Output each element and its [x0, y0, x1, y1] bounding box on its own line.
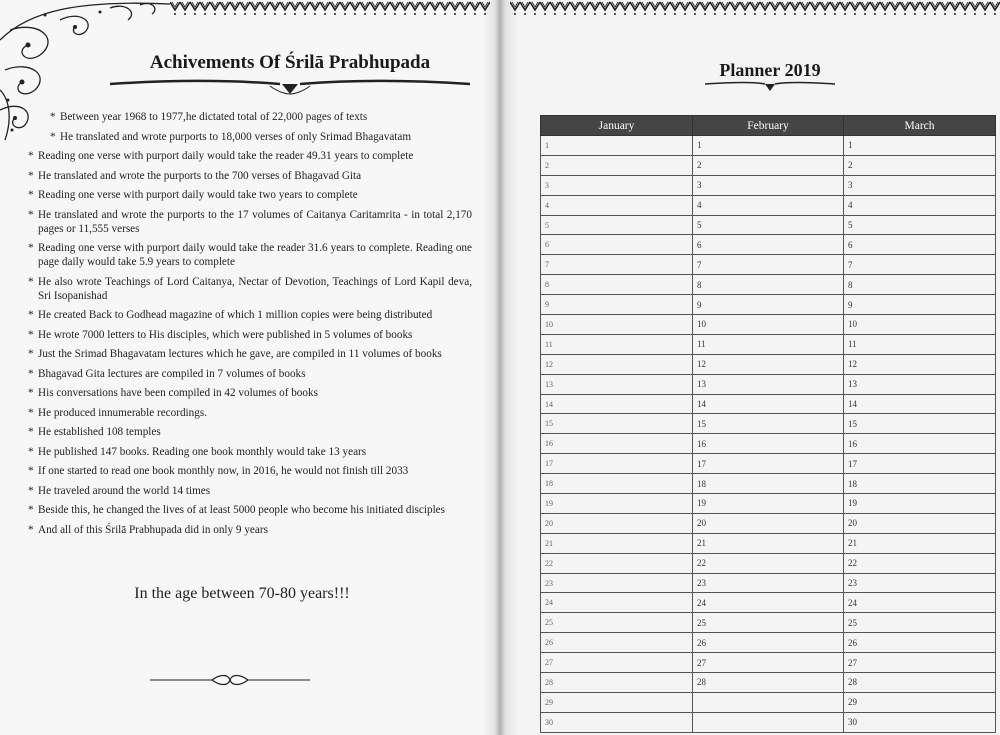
table-row — [541, 394, 996, 414]
title-divider-ornament — [110, 76, 470, 100]
list-item: * Just the Srimad Bhagavatam lectures which he gave, are compiled in 11 volumes of books — [28, 348, 442, 360]
list-item: * He translated and wrote the purports to the 17 volumes of Caitanya Caritamrita - in total 2,170 pages or 11,555 verses — [28, 208, 472, 235]
list-item: * And all of this Śrilā Prabhupada did in only 9 years — [28, 523, 268, 536]
planner-body — [541, 136, 996, 733]
table-row — [541, 494, 996, 514]
table-row — [541, 414, 996, 434]
table-row — [541, 553, 996, 573]
january-day-cell[interactable]: 15 — [541, 414, 693, 434]
table-row — [541, 295, 996, 315]
march-day-cell[interactable]: 25 — [844, 613, 996, 633]
list-item: * Beside this, he changed the lives of at least 5000 people who become his initiated disciples — [28, 504, 445, 516]
january-day-cell[interactable]: 5 — [541, 215, 693, 235]
march-day-cell[interactable]: 16 — [844, 434, 996, 454]
table-row — [541, 712, 996, 732]
planner-header-row — [541, 116, 996, 136]
january-day-cell[interactable]: 28 — [541, 673, 693, 693]
january-day-cell[interactable]: 18 — [541, 474, 693, 494]
february-day-cell[interactable]: 2 — [693, 155, 844, 175]
table-row — [541, 692, 996, 712]
january-day-cell[interactable]: 21 — [541, 533, 693, 553]
table-row — [541, 235, 996, 255]
march-day-cell[interactable]: 17 — [844, 454, 996, 474]
march-day-cell[interactable]: 21 — [844, 533, 996, 553]
list-item: * He created Back to Godhead magazine of which 1 million copies were being distributed — [28, 309, 433, 321]
column-header-february: February — [693, 116, 844, 136]
february-day-cell[interactable]: 4 — [693, 195, 844, 215]
february-day-cell[interactable]: 1 — [693, 136, 844, 156]
table-row — [541, 434, 996, 454]
january-day-cell[interactable]: 3 — [541, 175, 693, 195]
january-day-cell[interactable]: 6 — [541, 235, 693, 255]
list-item: * He published 147 books. Reading one book monthly would take 13 years — [28, 445, 367, 458]
list-item: * He translated and wrote the purports to the 700 verses of Bhagavad Gita — [28, 169, 362, 182]
table-row — [541, 593, 996, 613]
january-day-cell[interactable]: 24 — [541, 593, 693, 613]
february-day-cell[interactable]: 3 — [693, 175, 844, 195]
january-day-cell[interactable]: 13 — [541, 374, 693, 394]
february-day-cell[interactable]: 20 — [693, 513, 844, 533]
march-day-cell[interactable]: 28 — [844, 673, 996, 693]
left-top-border-ornament — [170, 0, 490, 18]
table-row — [541, 573, 996, 593]
table-row — [541, 513, 996, 533]
planner-title: Planner 2019 — [719, 60, 821, 80]
table-row — [541, 275, 996, 295]
table-row — [541, 195, 996, 215]
february-day-cell[interactable]: 7 — [693, 255, 844, 275]
table-row — [541, 175, 996, 195]
table-row — [541, 374, 996, 394]
january-day-cell[interactable]: 26 — [541, 633, 693, 653]
planner-title-ornament — [705, 80, 835, 94]
march-day-cell[interactable]: 14 — [844, 394, 996, 414]
march-day-cell[interactable]: 3 — [844, 175, 996, 195]
february-day-cell[interactable]: 13 — [693, 374, 844, 394]
january-day-cell[interactable]: 30 — [541, 712, 693, 732]
march-day-cell[interactable]: 9 — [844, 295, 996, 315]
february-day-cell[interactable]: 21 — [693, 533, 844, 553]
january-day-cell[interactable]: 16 — [541, 434, 693, 454]
march-day-cell[interactable]: 6 — [844, 235, 996, 255]
february-day-cell[interactable] — [693, 712, 844, 732]
march-day-cell[interactable]: 10 — [844, 315, 996, 335]
february-day-cell[interactable]: 9 — [693, 295, 844, 315]
march-day-cell[interactable]: 1 — [844, 136, 996, 156]
january-day-cell[interactable]: 17 — [541, 454, 693, 474]
march-day-cell[interactable]: 26 — [844, 633, 996, 653]
february-day-cell[interactable]: 6 — [693, 235, 844, 255]
march-day-cell[interactable]: 24 — [844, 593, 996, 613]
march-day-cell[interactable]: 12 — [844, 354, 996, 374]
february-day-cell[interactable]: 19 — [693, 494, 844, 514]
list-item: * Reading one verse with purport daily would take the reader 31.6 years to complete. Reading one page daily would take 5.9 years to complete — [28, 242, 472, 268]
january-day-cell[interactable]: 9 — [541, 295, 693, 315]
bottom-divider-ornament — [150, 672, 310, 688]
january-day-cell[interactable]: 7 — [541, 255, 693, 275]
list-item: * He traveled around the world 14 times — [28, 484, 211, 497]
january-day-cell[interactable]: 20 — [541, 513, 693, 533]
february-day-cell[interactable]: 11 — [693, 334, 844, 354]
february-day-cell[interactable]: 10 — [693, 315, 844, 335]
table-row — [541, 354, 996, 374]
march-day-cell[interactable]: 22 — [844, 553, 996, 573]
january-day-cell[interactable]: 10 — [541, 315, 693, 335]
list-item: * He also wrote Teachings of Lord Caitanya, Nectar of Devotion, Teachings of Lord Kapil deva, Sri Isopanishad — [28, 275, 472, 302]
table-row — [541, 653, 996, 673]
march-day-cell[interactable]: 4 — [844, 195, 996, 215]
march-day-cell[interactable]: 29 — [844, 692, 996, 712]
march-day-cell[interactable]: 19 — [844, 494, 996, 514]
table-row — [541, 155, 996, 175]
march-day-cell[interactable]: 8 — [844, 275, 996, 295]
january-day-cell[interactable]: 11 — [541, 334, 693, 354]
february-day-cell[interactable]: 23 — [693, 573, 844, 593]
february-day-cell[interactable]: 18 — [693, 474, 844, 494]
list-item: * His conversations have been compiled in 42 volumes of books — [28, 387, 318, 399]
march-day-cell[interactable]: 30 — [844, 712, 996, 732]
february-day-cell[interactable]: 28 — [693, 673, 844, 693]
february-day-cell[interactable]: 16 — [693, 434, 844, 454]
page-title: Achivements Of Śrilā Prabhupada — [149, 52, 431, 73]
table-row — [541, 136, 996, 156]
february-day-cell[interactable]: 5 — [693, 215, 844, 235]
february-day-cell[interactable]: 22 — [693, 553, 844, 573]
february-day-cell[interactable]: 17 — [693, 454, 844, 474]
achievements-list — [28, 110, 472, 542]
february-day-cell[interactable]: 24 — [693, 593, 844, 613]
january-day-cell[interactable]: 1 — [541, 136, 693, 156]
list-item: * Between year 1968 to 1977,he dictated total of 22,000 pages of texts — [50, 111, 368, 123]
march-day-cell[interactable]: 20 — [844, 513, 996, 533]
table-row — [541, 474, 996, 494]
table-row — [541, 215, 996, 235]
january-day-cell[interactable]: 25 — [541, 613, 693, 633]
january-day-cell[interactable]: 22 — [541, 553, 693, 573]
march-day-cell[interactable]: 27 — [844, 653, 996, 673]
column-header-march: March — [844, 116, 996, 136]
march-day-cell[interactable]: 7 — [844, 255, 996, 275]
february-day-cell[interactable]: 14 — [693, 394, 844, 414]
planner-table — [540, 115, 996, 733]
february-day-cell[interactable]: 27 — [693, 653, 844, 673]
march-day-cell[interactable]: 13 — [844, 374, 996, 394]
march-day-cell[interactable]: 5 — [844, 215, 996, 235]
list-item: * Reading one verse with purport daily would take two years to complete — [28, 189, 358, 201]
february-day-cell[interactable]: 12 — [693, 354, 844, 374]
table-row — [541, 633, 996, 653]
february-day-cell[interactable]: 25 — [693, 613, 844, 633]
list-item: * He established 108 temples — [28, 426, 161, 438]
march-day-cell[interactable]: 2 — [844, 155, 996, 175]
january-day-cell[interactable]: 14 — [541, 394, 693, 414]
list-item: * He produced innumerable recordings. — [28, 406, 207, 419]
list-item: * If one started to read one book monthly now, in 2016, he would not finish till 2033 — [28, 465, 409, 477]
right-top-border-ornament — [510, 0, 1000, 18]
march-day-cell[interactable]: 23 — [844, 573, 996, 593]
table-row — [541, 613, 996, 633]
january-day-cell[interactable]: 23 — [541, 573, 693, 593]
january-day-cell[interactable]: 29 — [541, 692, 693, 712]
january-day-cell[interactable]: 2 — [541, 155, 693, 175]
table-row — [541, 533, 996, 553]
january-day-cell[interactable]: 19 — [541, 494, 693, 514]
table-row — [541, 334, 996, 354]
column-header-january: January — [541, 116, 693, 136]
table-row — [541, 673, 996, 693]
february-day-cell[interactable]: 8 — [693, 275, 844, 295]
list-item: * Bhagavad Gita lectures are compiled in 7 volumes of books — [28, 367, 306, 380]
january-day-cell[interactable]: 27 — [541, 653, 693, 673]
book-gutter-shadow — [482, 0, 518, 735]
january-day-cell[interactable]: 12 — [541, 354, 693, 374]
list-item: * Reading one verse with purport daily would take the reader 49.31 years to complete — [28, 150, 414, 162]
table-row — [541, 454, 996, 474]
february-day-cell[interactable]: 26 — [693, 633, 844, 653]
table-row — [541, 255, 996, 275]
list-item: * He translated and wrote purports to 18,000 verses of only Srimad Bhagavatam — [50, 130, 412, 143]
february-day-cell[interactable] — [693, 692, 844, 712]
march-day-cell[interactable]: 15 — [844, 414, 996, 434]
january-day-cell[interactable]: 8 — [541, 275, 693, 295]
january-day-cell[interactable]: 4 — [541, 195, 693, 215]
list-item: * He wrote 7000 letters to His disciples, which were published in 5 volumes of books — [28, 328, 413, 341]
february-day-cell[interactable]: 15 — [693, 414, 844, 434]
march-day-cell[interactable]: 11 — [844, 334, 996, 354]
closing-statement: In the age between 70-80 years!!! — [134, 585, 350, 602]
march-day-cell[interactable]: 18 — [844, 474, 996, 494]
table-row — [541, 315, 996, 335]
